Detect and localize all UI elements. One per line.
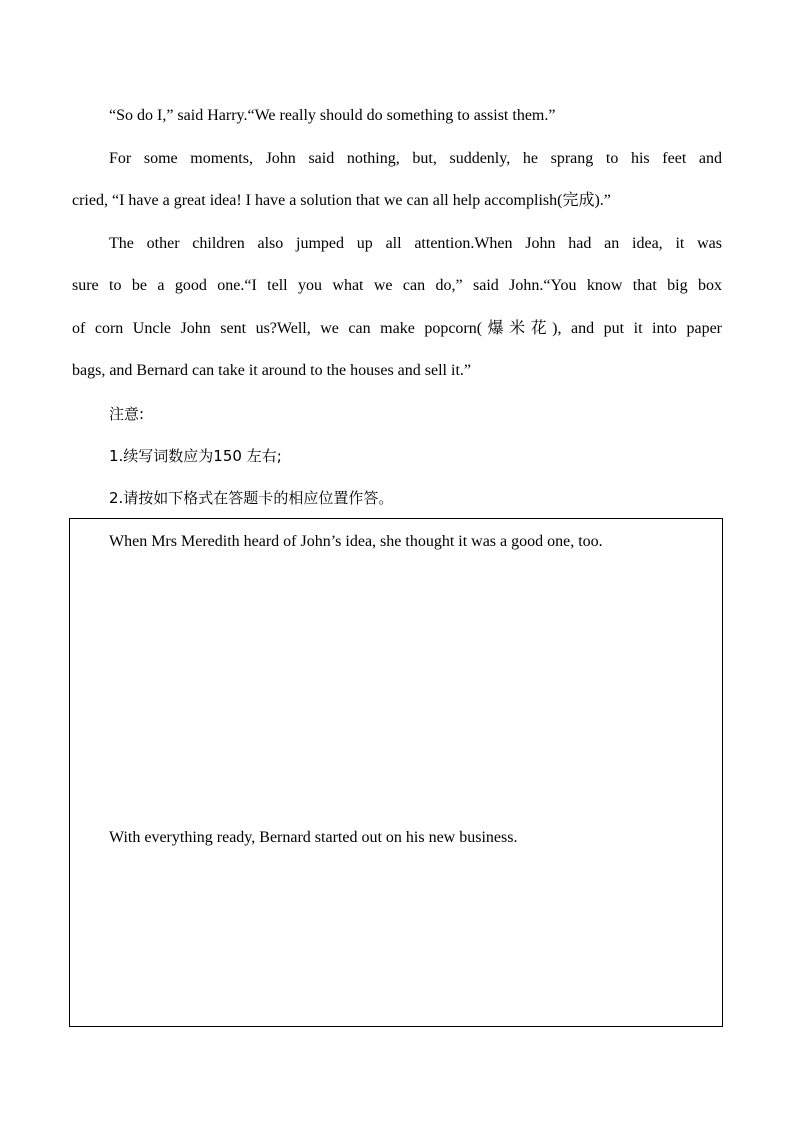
- passage-line-2: For some moments, John said nothing, but, suddenly, he sprang to his feet and: [109, 150, 722, 167]
- passage-line-3: cried, “I have a great idea! I have a solution that we can all help accomplish(完成).”: [72, 192, 611, 209]
- notes-item-word-count: 1.续写词数应为150 左右;: [109, 447, 282, 465]
- paragraph-1-opening: When Mrs Meredith heard of John’s idea, she thought it was a good one, too.: [109, 533, 603, 550]
- passage-line-5: sure to be a good one.“I tell you what we can do,” said John.“You know that big box: [72, 277, 722, 294]
- passage-line-6: of corn Uncle John sent us?Well, we can make popcorn(爆米花), and put it into paper: [72, 320, 722, 337]
- notes-heading: 注意:: [109, 405, 145, 423]
- answer-box: [69, 518, 723, 1027]
- paragraph-2-opening: With everything ready, Bernard started out on his new business.: [109, 829, 518, 846]
- passage-line-4: The other children also jumped up all attention.When John had an idea, it was: [109, 235, 722, 252]
- passage-line-1: “So do I,” said Harry.“We really should do something to assist them.”: [109, 107, 556, 124]
- notes-item-format: 2.请按如下格式在答题卡的相应位置作答。: [109, 489, 394, 507]
- passage-line-7: bags, and Bernard can take it around to the houses and sell it.”: [72, 362, 471, 379]
